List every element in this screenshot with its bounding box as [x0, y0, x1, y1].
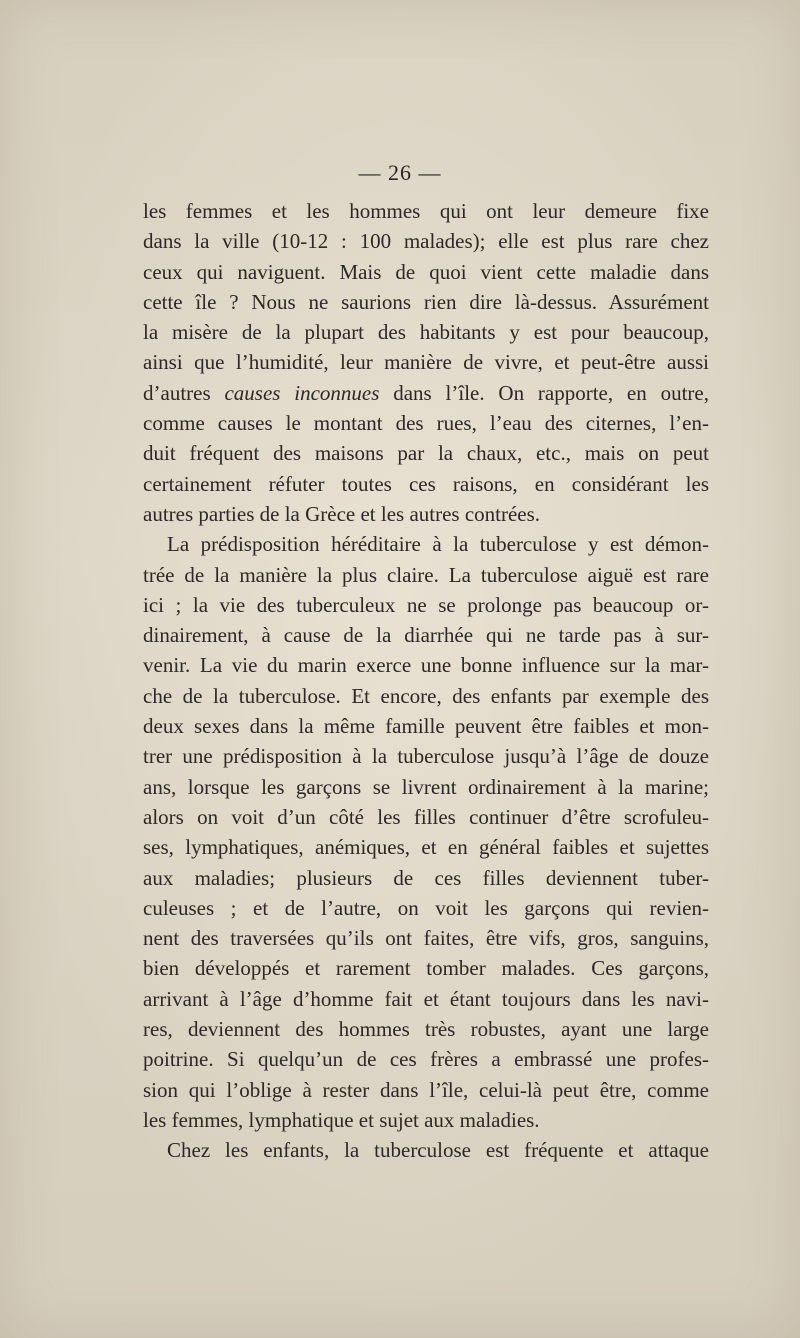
italic-phrase: causes inconnues [224, 380, 380, 405]
text-line: dans la ville (10-12 : 100 malades); elle est plus rare chez [143, 229, 709, 254]
text-line: dinairement, à cause de la diarrhée qui ne tarde pas à sur- [143, 623, 709, 648]
text-line: trée de la manière la plus claire. La tuberculose aiguë est rare [143, 562, 709, 587]
text-line: ici ; la vie des tuberculeux ne se prolonge pas beaucoup or- [143, 592, 709, 617]
text-line: che de la tuberculose. Et encore, des enfants par exemple des [143, 683, 709, 708]
text-line: cette île ? Nous ne saurions rien dire là-dessus. Assurément [143, 289, 709, 314]
text-line: nent des traversées qu’ils ont faites, être vifs, gros, sanguins, [143, 926, 709, 951]
text-line: bien développés et rarement tomber malades. Ces garçons, [143, 956, 709, 981]
text-line: aux maladies; plusieurs de ces filles deviennent tuber- [143, 865, 709, 890]
text-line: sion qui l’oblige à rester dans l’île, celui-là peut être, comme [143, 1077, 709, 1102]
text-line: ceux qui naviguent. Mais de quoi vient cette maladie dans [143, 259, 709, 284]
text-line: poitrine. Si quelqu’un de ces frères a embrassé une profes- [143, 1047, 709, 1072]
text-line: autres parties de la Grèce et les autres contrées. [143, 501, 541, 526]
text-line: les femmes et les hommes qui ont leur demeure fixe [143, 199, 709, 223]
text-line: res, deviennent des hommes très robustes, ayant une large [143, 1017, 709, 1042]
text-line: alors on voit d’un côté les filles continuer d’être scrofuleu- [143, 804, 709, 829]
body-text [143, 196, 709, 1166]
text-line: comme causes le montant des rues, l’eau des citernes, l’en- [143, 411, 709, 436]
text-line: les femmes, lymphatique et sujet aux maladies. [143, 1107, 540, 1132]
text-line: ainsi que l’humidité, leur manière de vivre, et peut-être aussi [143, 350, 709, 375]
text-line [143, 378, 709, 408]
text-segment: d’autres [143, 380, 225, 405]
text-line: arrivant à l’âge d’homme fait et étant toujours dans les navi- [143, 986, 709, 1011]
text-line: duit fréquent des maisons par la chaux, etc., mais on peut [143, 441, 709, 466]
text-line: Chez les enfants, la tuberculose est fréquente et attaque [167, 1138, 709, 1163]
text-line: culeuses ; et de l’autre, on voit les garçons qui revien- [143, 895, 709, 920]
text-segment: dans l’île. On rapporte, en outre, [379, 380, 709, 405]
page-number: — 26 — [358, 160, 442, 185]
text-line: La prédisposition héréditaire à la tuberculose y est démon- [167, 532, 709, 557]
text-line: certainement réfuter toutes ces raisons, en considérant les [143, 471, 709, 496]
text-line: venir. La vie du marin exerce une bonne influence sur la mar- [143, 653, 709, 678]
text-line: deux sexes dans la même famille peuvent être faibles et mon- [143, 714, 709, 739]
text-line: ans, lorsque les garçons se livrent ordinairement à la marine; [143, 774, 709, 799]
text-line: la misère de la plupart des habitants y est pour beaucoup, [143, 320, 709, 345]
text-line: ses, lymphatiques, anémiques, et en général faibles et sujettes [143, 835, 709, 860]
text-line: trer une prédisposition à la tuberculose jusqu’à l’âge de douze [143, 744, 709, 769]
